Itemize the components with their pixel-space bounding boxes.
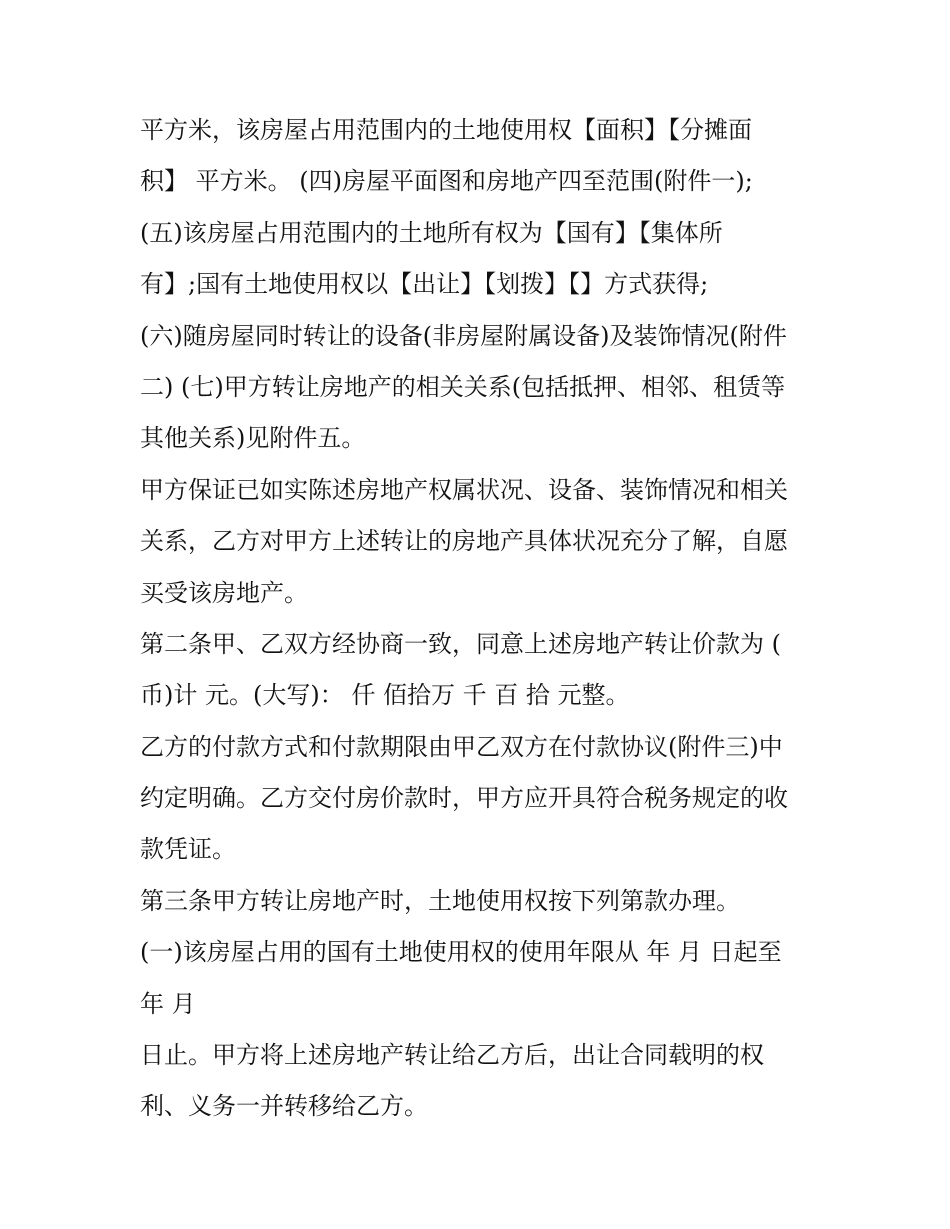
text-line: 买受该房地产。 [140,578,308,607]
text-line: 日止。甲方将上述房地产转让给乙方后，出让合同载明的权 [140,1041,764,1070]
text-line: 约定明确。乙方交付房价款时，甲方应开具符合税务规定的收 [140,784,788,813]
text-line: 利、义务一并转移给乙方。 [140,1092,428,1121]
text-line: 乙方的付款方式和付款期限由甲乙双方在付款协议(附件三)中 [140,732,783,761]
text-line: 二) (七)甲方转让房地产的相关关系(包括抵押、相邻、租赁等 [140,372,786,401]
text-line: (一)该房屋占用的国有土地使用权的使用年限从 年 月 日起至 [140,938,782,967]
text-line: 年 月 [140,989,196,1018]
text-line: 有】;国有土地使用权以【出让】【划拨】【】方式获得; [140,270,709,299]
text-line: 款凭证。 [140,835,236,864]
text-line: (五)该房屋占用范围内的土地所有权为【国有】【集体所 [140,218,723,247]
text-line: (六)随房屋同时转让的设备(非房屋附属设备)及装饰情况(附件 [140,321,787,350]
text-line: 第三条甲方转让房地产时，土地使用权按下列第款办理。 [140,886,740,915]
text-line: 币)计 元。(大写)： 仟 佰拾万 千 百 拾 元整。 [140,681,630,710]
text-line: 甲方保证已如实陈述房地产权属状况、设备、装饰情况和相关 [140,475,788,504]
text-line: 关系，乙方对甲方上述转让的房地产具体状况充分了解，自愿 [140,527,788,556]
text-line: 第二条甲、乙双方经协商一致，同意上述房地产转让价款为 ( [140,629,781,658]
text-line: 其他关系)见附件五。 [140,424,366,453]
text-line: 平方米，该房屋占用范围内的土地使用权【面积】【分摊面 [140,116,752,144]
document-body [140,105,830,1133]
text-line: 积】 平方米。 (四)房屋平面图和房地产四至范围(附件一); [140,167,753,196]
